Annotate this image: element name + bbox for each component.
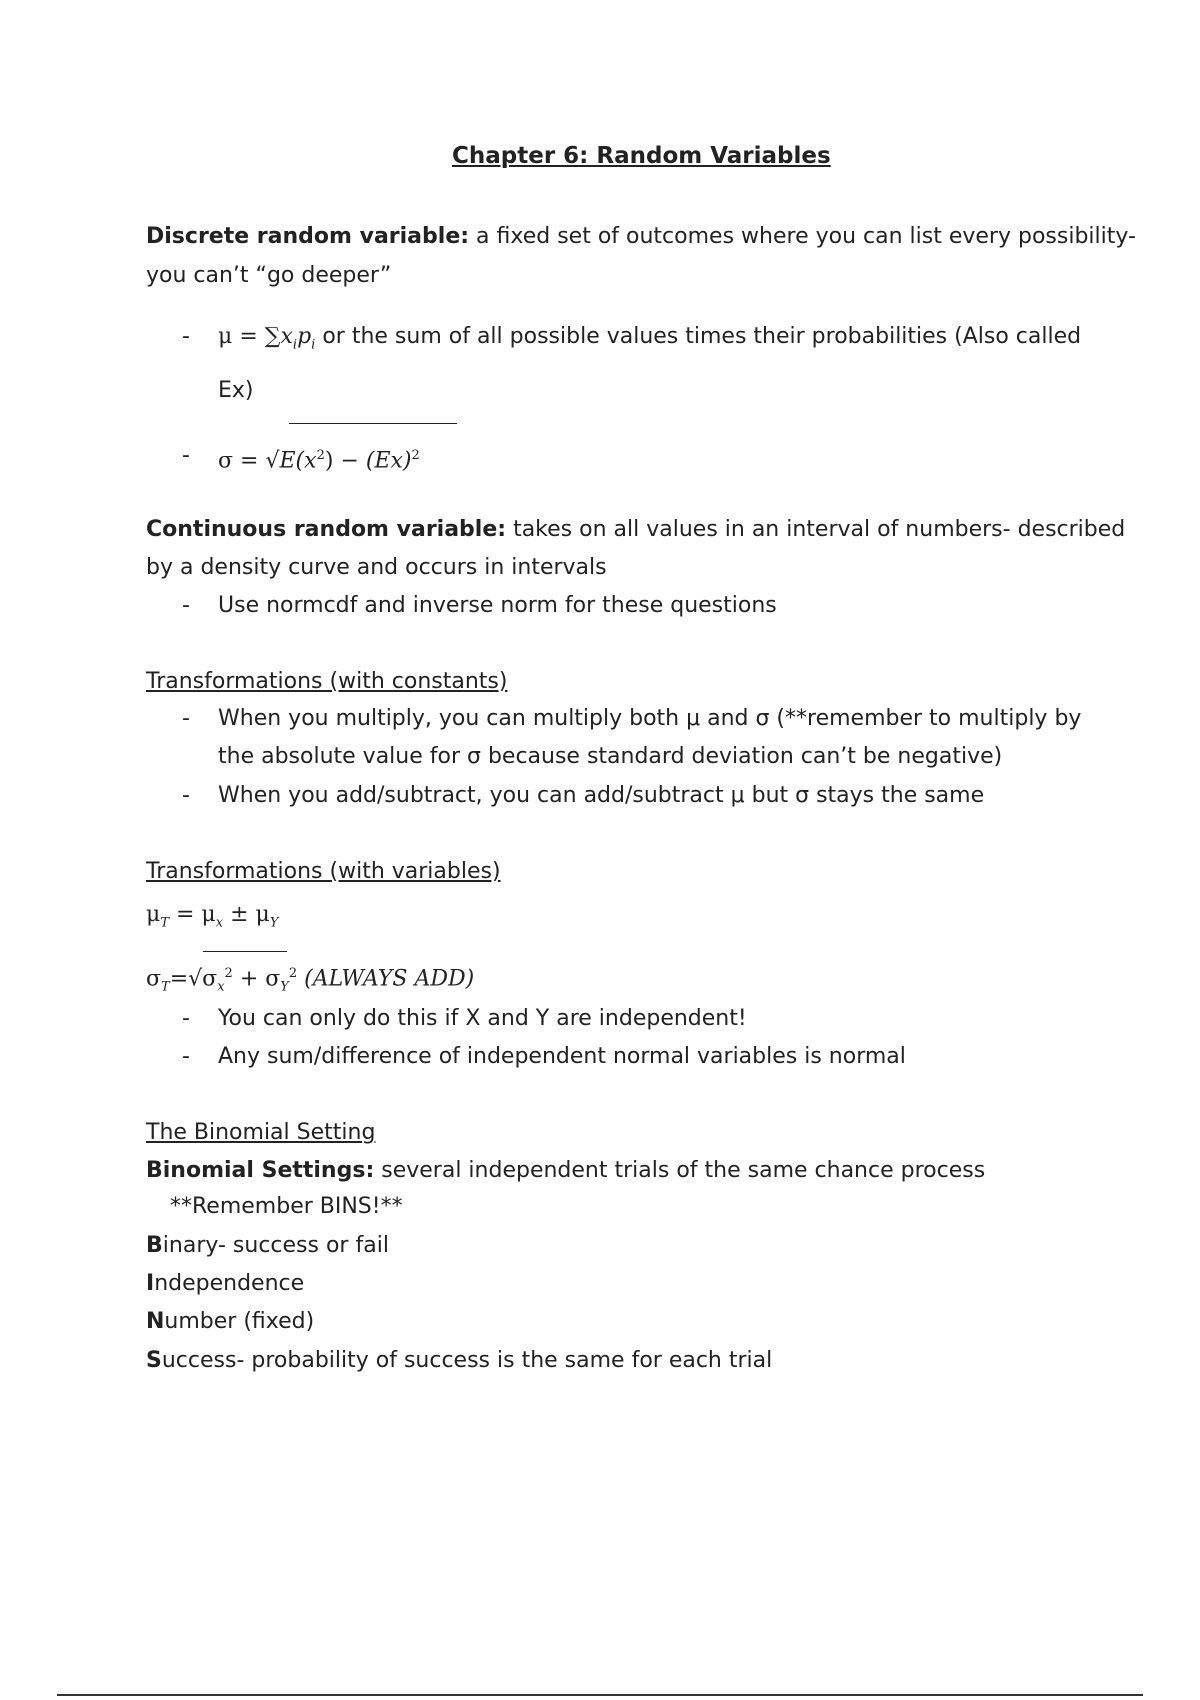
continuous-definition — [146, 511, 1125, 549]
discrete-definition-line1: a fixed set of outcomes where you can list every possibility- — [476, 224, 1136, 249]
mean-formula-text-cont: Ex) — [218, 378, 254, 403]
transform-constants-heading: Transformations (with constants) — [146, 669, 508, 694]
bullet-marker: - — [182, 443, 190, 468]
sqrt-overline — [289, 423, 457, 424]
mean-formula-line — [218, 318, 1081, 364]
bins-item-independence: Independence — [146, 1271, 305, 1296]
page-bottom-divider — [57, 1694, 1143, 1696]
binomial-definition-text: several independent trials of the same chance process — [381, 1158, 986, 1183]
binomial-definition — [146, 1152, 985, 1190]
bins-item-number: Number (fixed) — [146, 1309, 315, 1334]
continuous-definition-line2: by a density curve and occurs in intervals — [146, 555, 607, 580]
binomial-remember: **Remember BINS!** — [170, 1194, 403, 1219]
bullet-marker: - — [182, 1044, 190, 1069]
transform-constants-bullet1-line2: the absolute value for σ because standard deviation can’t be negative) — [218, 744, 1003, 769]
bins-item-binary: Binary- success or fail — [146, 1233, 389, 1258]
variance-sd-equation: $\sigma_T=√\sigma_x^2 + \sigma_Y^2$ (ALWAYS ADD) — [146, 966, 475, 995]
transform-variables-bullet1: You can only do this if X and Y are independent! — [218, 1006, 747, 1031]
bins-item-success: Success- probability of success is the same for each trial — [146, 1348, 773, 1373]
discrete-definition-line2: you can’t “go deeper” — [146, 263, 392, 288]
mean-formula-text: or the sum of all possible values times their probabilities (Also called — [322, 324, 1082, 349]
mean-formula: $\mu = \sum x_ip_i$ — [218, 324, 316, 353]
bullet-marker: - — [182, 1006, 190, 1031]
sqrt-overline — [203, 951, 287, 952]
bullet-marker: - — [182, 324, 190, 349]
continuous-term: Continuous random variable: — [146, 517, 507, 542]
page-title: Chapter 6: Random Variables — [452, 143, 831, 169]
sd-formula: $\sigma = √E(x^2) - (Ex)^2$ — [218, 448, 420, 474]
bullet-marker: - — [182, 706, 190, 731]
bullet-marker: - — [182, 593, 190, 618]
variance-mean-equation: $\mu_T = \mu_x \pm \mu_Y$ — [146, 902, 279, 931]
binomial-term: Binomial Settings: — [146, 1158, 375, 1183]
discrete-term: Discrete random variable: — [146, 224, 470, 249]
continuous-definition-line1: takes on all values in an interval of numbers- described — [513, 517, 1126, 542]
transform-variables-bullet2: Any sum/difference of independent normal variables is normal — [218, 1044, 906, 1069]
continuous-bullet: Use normcdf and inverse norm for these questions — [218, 593, 777, 618]
binomial-heading: The Binomial Setting — [146, 1120, 376, 1145]
bullet-marker: - — [182, 783, 190, 808]
transform-constants-bullet2: When you add/subtract, you can add/subtract μ but σ stays the same — [218, 783, 985, 808]
transform-constants-bullet1-line1: When you multiply, you can multiply both μ and σ (**remember to multiply by — [218, 706, 1082, 731]
discrete-definition — [146, 218, 1136, 256]
transform-variables-heading: Transformations (with variables) — [146, 859, 501, 884]
